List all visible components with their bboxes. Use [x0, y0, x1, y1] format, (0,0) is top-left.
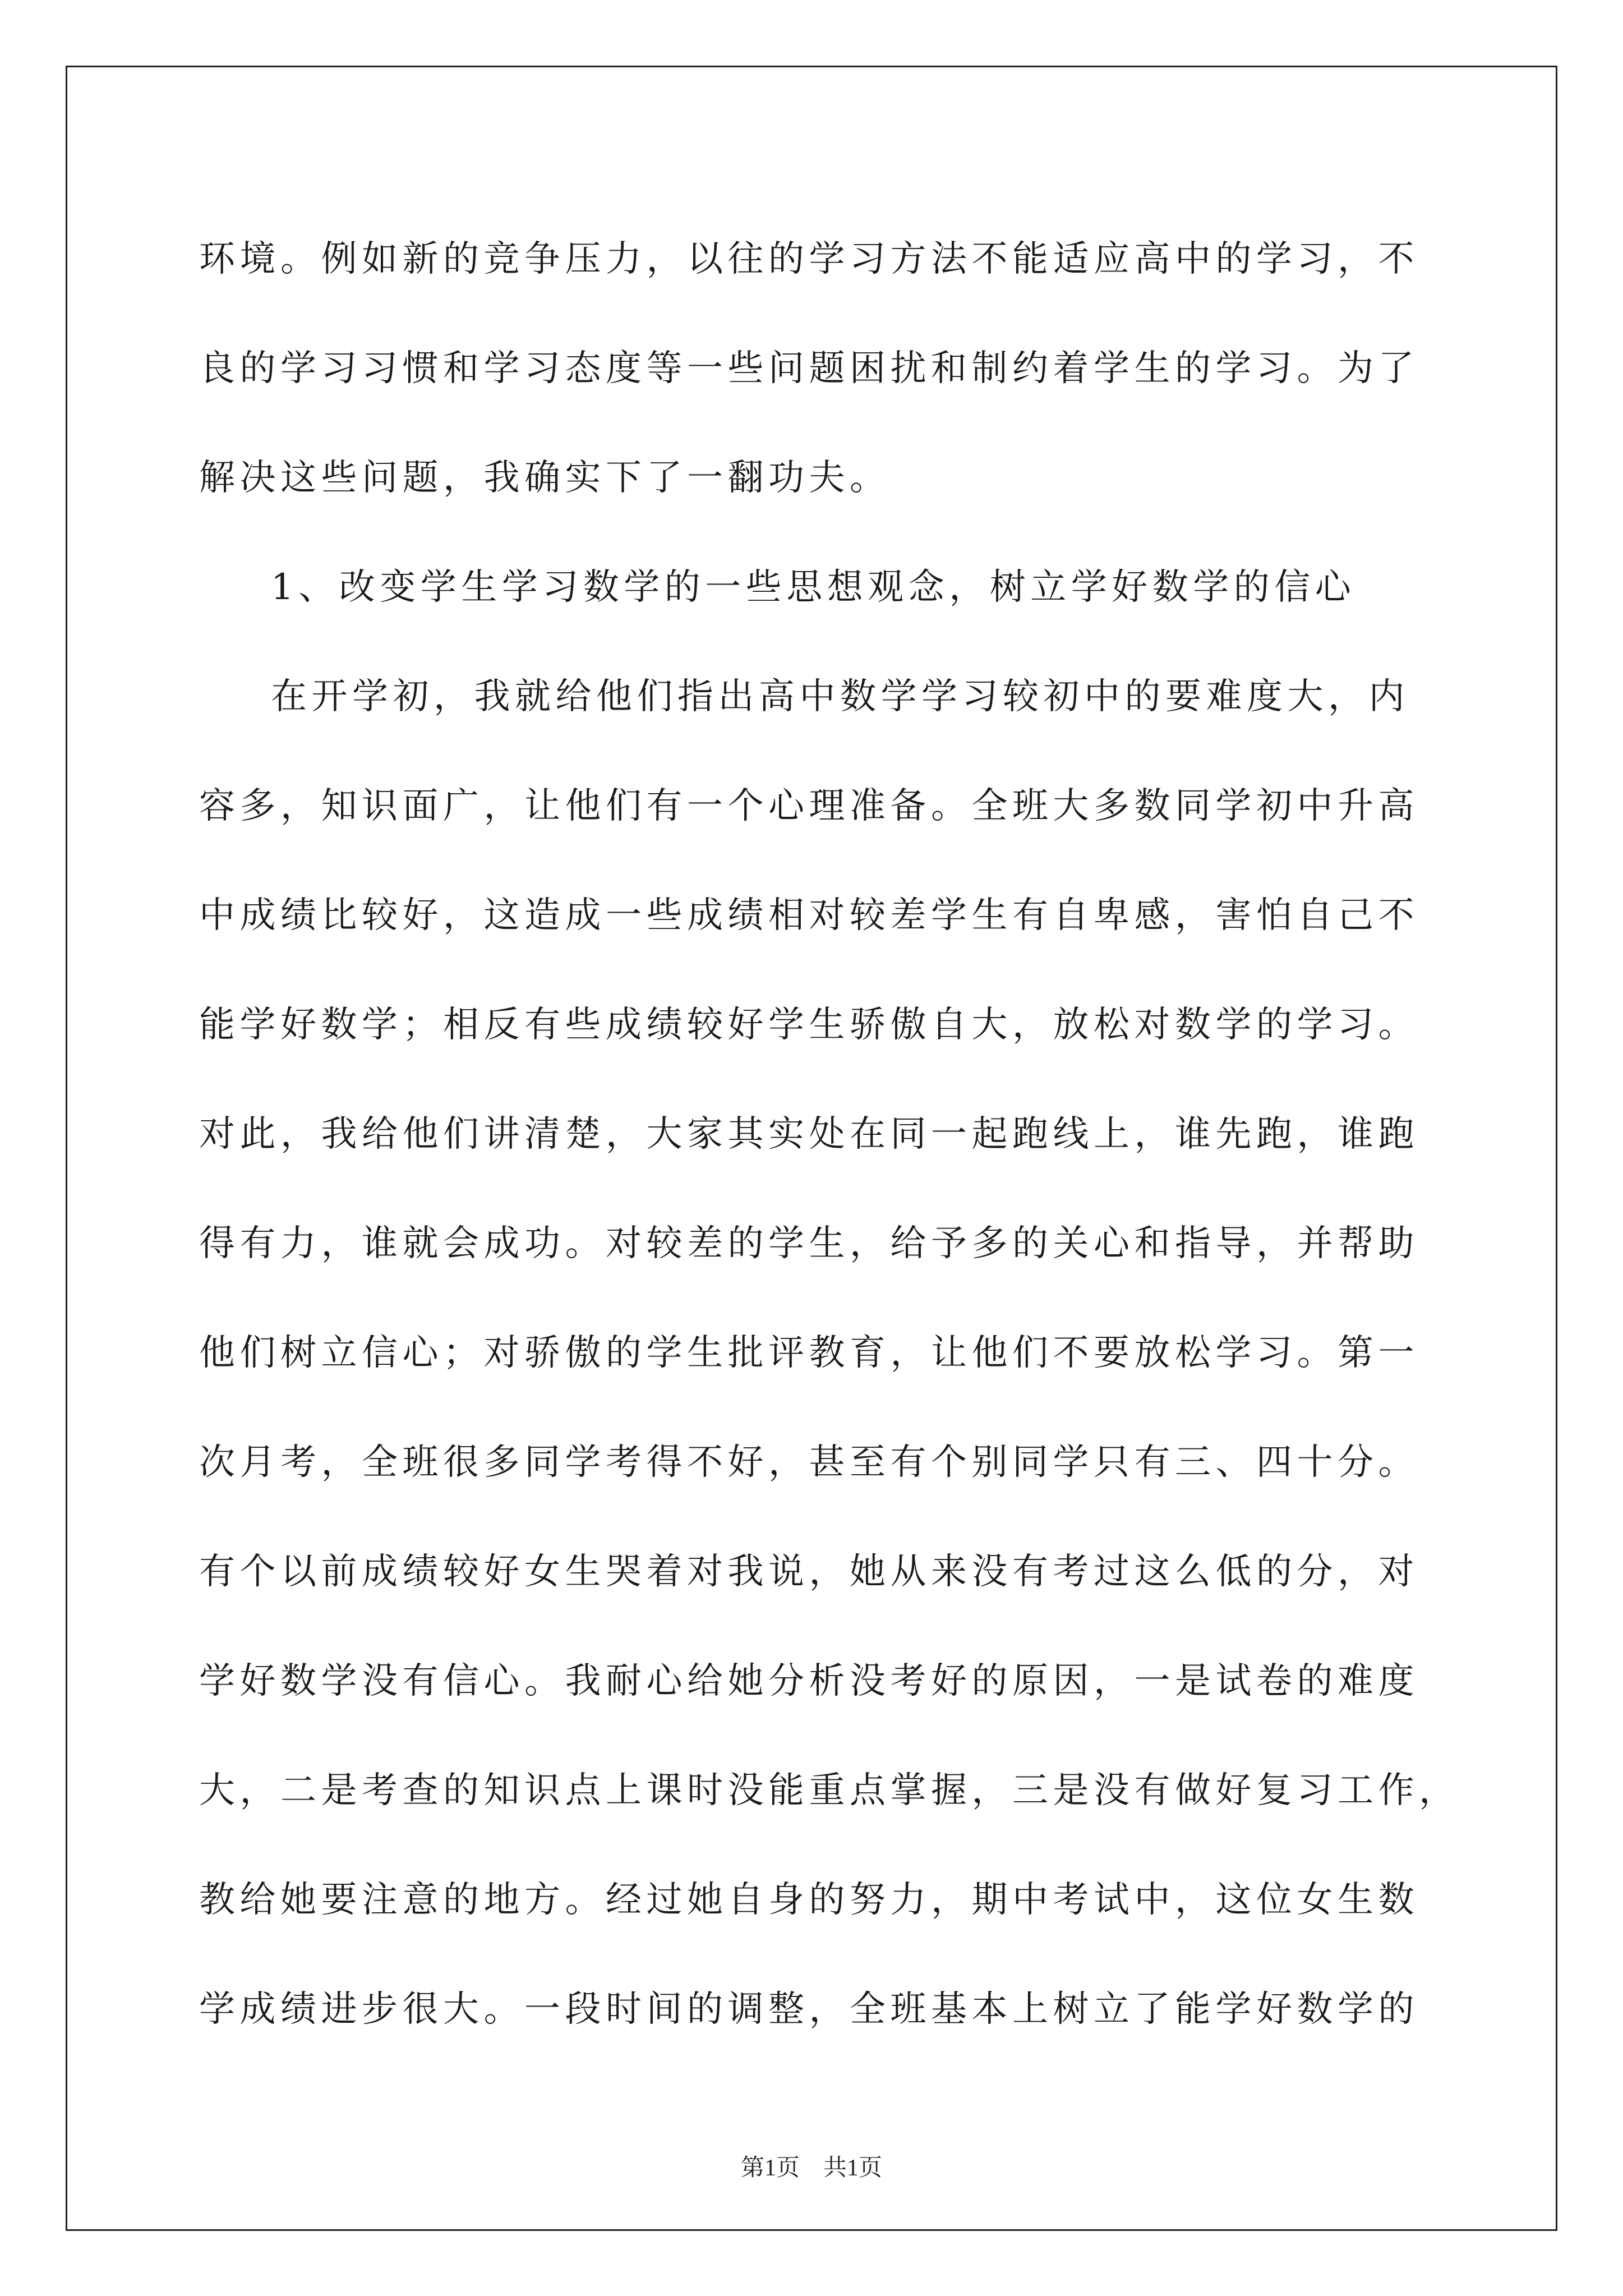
text-line: 教给她要注意的地方。经过她自身的努力，期中考试中，这位女生数	[199, 1879, 1419, 1921]
text-line: 良的学习习惯和学习态度等一些问题困扰和制约着学生的学习。为了	[199, 348, 1419, 389]
text-line: 容多，知识面广，让他们有一个心理准备。全班大多数同学初中升高	[199, 785, 1419, 827]
text-line: 能学好数学；相反有些成绩较好学生骄傲自大，放松对数学的学习。	[199, 1004, 1419, 1046]
text-line: 次月考，全班很多同学考得不好，甚至有个别同学只有三、四十分。	[199, 1442, 1419, 1483]
text-line: 得有力，谁就会成功。对较差的学生，给予多的关心和指导，并帮助	[199, 1223, 1419, 1264]
document-body	[199, 205, 1460, 2064]
text-line: 在开学初，我就给他们指出高中数学学习较初中的要难度大，内	[271, 676, 1409, 717]
text-line: 学成绩进步很大。一段时间的调整，全班基本上树立了能学好数学的	[199, 1989, 1419, 2030]
text-line: 对此，我给他们讲清楚，大家其实处在同一起跑线上，谁先跑，谁跑	[199, 1114, 1419, 1155]
text-line: 有个以前成绩较好女生哭着对我说，她从来没有考过这么低的分，对	[199, 1551, 1419, 1593]
page-number: 第1页 共1页	[740, 2155, 882, 2181]
text-line: 他们树立信心；对骄傲的学生批评教育，让他们不要放松学习。第一	[199, 1332, 1419, 1374]
text-line: 中成绩比较好，这造成一些成绩相对较差学生有自卑感，害怕自己不	[199, 895, 1419, 936]
text-line: 学好数学没有信心。我耐心给她分析没考好的原因，一是试卷的难度	[199, 1660, 1419, 1702]
text-line: 解决这些问题，我确实下了一翻功夫。	[199, 457, 891, 499]
text-line: 环境。例如新的竞争压力，以往的学习方法不能适应高中的学习，不	[199, 238, 1419, 280]
section-heading: 1、改变学生学习数学的一些思想观念，树立学好数学的信心	[271, 567, 1356, 608]
text-line: 大，二是考查的知识点上课时没能重点掌握，三是没有做好复习工作，	[199, 1770, 1460, 1811]
